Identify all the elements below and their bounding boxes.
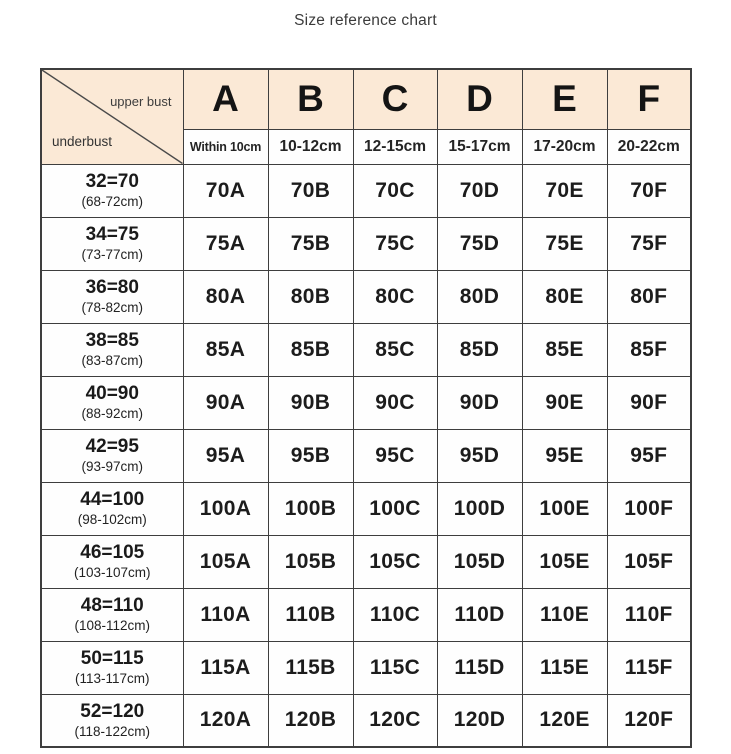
table-row — [41, 323, 691, 376]
size-cell: 110A — [183, 588, 268, 641]
size-range-cm: (93-97cm) — [81, 459, 143, 475]
size-cell: 115C — [353, 641, 437, 694]
size-cell: 120C — [353, 694, 437, 747]
size-cell: 100B — [268, 482, 353, 535]
size-cell: 75D — [437, 217, 522, 270]
cup-header-row — [41, 69, 691, 129]
row-size-label — [41, 217, 183, 270]
table-row — [41, 164, 691, 217]
size-code: 52=120 — [80, 701, 145, 723]
range-header-e: 17-20cm — [522, 129, 607, 164]
size-range-cm: (73-77cm) — [81, 247, 143, 263]
size-cell: 110B — [268, 588, 353, 641]
size-cell: 115B — [268, 641, 353, 694]
range-header-b: 10-12cm — [268, 129, 353, 164]
table-row — [41, 694, 691, 747]
size-range-cm: (88-92cm) — [81, 406, 143, 422]
size-cell: 75B — [268, 217, 353, 270]
size-code: 42=95 — [85, 436, 139, 458]
page-title: Size reference chart — [294, 12, 437, 29]
corner-label-upper-bust: upper bust — [110, 94, 172, 109]
size-code: 44=100 — [80, 489, 145, 511]
size-code: 32=70 — [85, 171, 139, 193]
row-size-label — [41, 429, 183, 482]
cup-header-b: B — [268, 69, 353, 129]
size-cell: 110D — [437, 588, 522, 641]
corner-cell — [41, 69, 183, 164]
size-cell: 75A — [183, 217, 268, 270]
size-cell: 90D — [437, 376, 522, 429]
diagonal-line — [42, 70, 183, 164]
size-cell: 115E — [522, 641, 607, 694]
size-cell: 75C — [353, 217, 437, 270]
range-header-f: 20-22cm — [607, 129, 691, 164]
size-cell: 80A — [183, 270, 268, 323]
size-cell: 105A — [183, 535, 268, 588]
size-range-cm: (83-87cm) — [81, 353, 143, 369]
row-size-label — [41, 694, 183, 747]
cup-header-e: E — [522, 69, 607, 129]
row-size-label — [41, 323, 183, 376]
size-cell: 115F — [607, 641, 691, 694]
size-range-cm: (98-102cm) — [77, 512, 147, 528]
row-size-label — [41, 376, 183, 429]
size-range-cm: (103-107cm) — [73, 565, 151, 581]
size-cell: 110C — [353, 588, 437, 641]
size-cell: 95A — [183, 429, 268, 482]
size-cell: 95C — [353, 429, 437, 482]
size-code: 38=85 — [85, 330, 139, 352]
size-cell: 80B — [268, 270, 353, 323]
cup-header-c: C — [353, 69, 437, 129]
row-size-label — [41, 164, 183, 217]
size-code: 40=90 — [85, 383, 139, 405]
size-cell: 90C — [353, 376, 437, 429]
size-range-cm: (113-117cm) — [74, 671, 150, 687]
size-cell: 85D — [437, 323, 522, 376]
row-size-label — [41, 270, 183, 323]
size-cell: 90F — [607, 376, 691, 429]
size-cell: 115D — [437, 641, 522, 694]
size-cell: 100A — [183, 482, 268, 535]
table-row — [41, 482, 691, 535]
size-cell: 75E — [522, 217, 607, 270]
size-cell: 95D — [437, 429, 522, 482]
size-cell: 100F — [607, 482, 691, 535]
range-header-c: 12-15cm — [353, 129, 437, 164]
size-reference-table — [40, 68, 692, 748]
size-cell: 80C — [353, 270, 437, 323]
size-cell: 110F — [607, 588, 691, 641]
size-cell: 100D — [437, 482, 522, 535]
size-range-cm: (78-82cm) — [81, 300, 143, 316]
size-cell: 120E — [522, 694, 607, 747]
size-cell: 120B — [268, 694, 353, 747]
size-cell: 80E — [522, 270, 607, 323]
table-row — [41, 376, 691, 429]
table-row — [41, 588, 691, 641]
size-cell: 105E — [522, 535, 607, 588]
table-row — [41, 270, 691, 323]
size-range-cm: (68-72cm) — [81, 194, 143, 210]
size-cell: 70C — [353, 164, 437, 217]
size-table-body — [41, 164, 691, 747]
size-cell: 120F — [607, 694, 691, 747]
size-cell: 70E — [522, 164, 607, 217]
size-cell: 95F — [607, 429, 691, 482]
cup-header-f: F — [607, 69, 691, 129]
size-cell: 90A — [183, 376, 268, 429]
size-cell: 120D — [437, 694, 522, 747]
size-cell: 70B — [268, 164, 353, 217]
size-cell: 85C — [353, 323, 437, 376]
size-cell: 70A — [183, 164, 268, 217]
table-row — [41, 535, 691, 588]
size-code: 48=110 — [80, 595, 144, 617]
size-cell: 90E — [522, 376, 607, 429]
row-size-label — [41, 641, 183, 694]
size-cell: 95E — [522, 429, 607, 482]
size-cell: 75F — [607, 217, 691, 270]
range-header-a: Within 10cm — [183, 129, 268, 164]
size-cell: 70D — [437, 164, 522, 217]
size-range-cm: (118-122cm) — [74, 723, 151, 739]
size-cell: 90B — [268, 376, 353, 429]
cup-header-a: A — [183, 69, 268, 129]
size-cell: 100C — [353, 482, 437, 535]
size-cell: 95B — [268, 429, 353, 482]
row-size-label — [41, 588, 183, 641]
size-code: 46=105 — [80, 542, 145, 564]
size-cell: 105F — [607, 535, 691, 588]
corner-label-underbust: underbust — [52, 133, 113, 149]
size-cell: 110E — [522, 588, 607, 641]
size-range-cm: (108-112cm) — [74, 618, 151, 634]
table-row — [41, 429, 691, 482]
size-cell: 115A — [183, 641, 268, 694]
size-cell: 85E — [522, 323, 607, 376]
size-cell: 105C — [353, 535, 437, 588]
size-cell: 80F — [607, 270, 691, 323]
row-size-label — [41, 482, 183, 535]
size-cell: 100E — [522, 482, 607, 535]
size-cell: 85B — [268, 323, 353, 376]
size-cell: 120A — [183, 694, 268, 747]
table-row — [41, 217, 691, 270]
size-cell: 85F — [607, 323, 691, 376]
size-cell: 105D — [437, 535, 522, 588]
size-code: 34=75 — [85, 224, 139, 246]
size-cell: 80D — [437, 270, 522, 323]
size-cell: 70F — [607, 164, 691, 217]
table-row — [41, 641, 691, 694]
cup-header-d: D — [437, 69, 522, 129]
size-code: 36=80 — [85, 277, 139, 299]
size-code: 50=115 — [80, 648, 144, 670]
size-cell: 85A — [183, 323, 268, 376]
range-header-d: 15-17cm — [437, 129, 522, 164]
row-size-label — [41, 535, 183, 588]
size-cell: 105B — [268, 535, 353, 588]
